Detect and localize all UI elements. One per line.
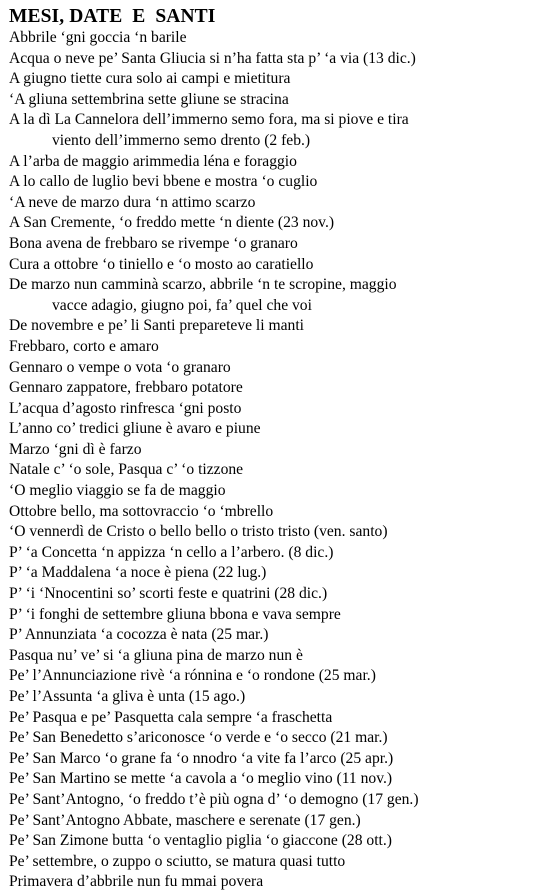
proverb-line: L’anno co’ tredici gliune è avaro e piune <box>9 420 261 438</box>
proverb-line: Pe’ San Martino se mette ‘a cavola a ‘o meglio vino (11 nov.) <box>9 770 393 788</box>
proverb-line: A giugno tiette cura solo ai campi e mietitura <box>9 70 291 88</box>
proverb-line: Marzo ‘gni dì è farzo <box>9 440 142 458</box>
proverb-line: A lo callo de luglio bevi bbene e mostra ‘o cuglio <box>9 173 318 191</box>
proverb-line: Pe’ San Benedetto s’ariconosce ‘o verde e ‘o secco (21 mar.) <box>9 729 388 747</box>
proverb-line: P’ ‘a Maddalena ‘a noce è piena (22 lug.) <box>9 564 267 582</box>
proverb-line: Pe’ settembre, o zuppo o sciutto, se matura quasi tutto <box>9 852 346 870</box>
proverb-line: Primavera d’abbrile nun fu mmai povera <box>9 873 264 891</box>
proverb-line: De novembre e pe’ li Santi prepareteve li manti <box>9 317 305 335</box>
proverb-line: ‘O meglio viaggio se fa de maggio <box>9 482 226 500</box>
proverb-line: ‘A gliuna settembrina sette gliune se stracina <box>9 90 289 108</box>
proverb-line: L’acqua d’agosto rinfresca ‘gni posto <box>9 399 242 417</box>
proverb-line: Pe’ San Zimone butta ‘o ventaglio piglia ‘o giaccone (28 ott.) <box>9 832 392 850</box>
proverb-line-continuation: vacce adagio, giugno poi, fa’ quel che voi <box>52 296 312 314</box>
proverb-line: A l’arba de maggio arimmedia léna e foraggio <box>9 152 297 170</box>
proverb-line: ‘A neve de marzo dura ‘n attimo scarzo <box>9 193 256 211</box>
proverb-line: De marzo nun camminà scarzo, abbrile ‘n te scropine, maggio <box>9 276 397 294</box>
proverb-line: A la dì La Cannelora dell’immerno semo fora, ma si piove e tira <box>9 111 409 129</box>
proverb-line: ‘O vennerdì de Cristo o bello bello o tristo tristo (ven. santo) <box>9 523 388 541</box>
proverb-line: P’ ‘a Concetta ‘n appizza ‘n cello a l’arbero. (8 dic.) <box>9 543 334 561</box>
proverb-line-continuation: viento dell’immerno semo drento (2 feb.) <box>52 131 311 149</box>
document-page <box>9 5 553 893</box>
proverb-line: A San Cremente, ‘o freddo mette ‘n diente (23 nov.) <box>9 214 335 232</box>
proverb-line: Ottobre bello, ma sottovraccio ‘o ‘mbrello <box>9 502 274 520</box>
proverb-line: P’ Annunziata ‘a cocozza è nata (25 mar.) <box>9 626 269 644</box>
proverb-line: Abbrile ‘gni goccia ‘n barile <box>9 29 187 46</box>
proverb-line: Pe’ San Marco ‘o grane fa ‘o nnodro ‘a vite fa l’arco (25 apr.) <box>9 749 394 767</box>
proverb-line: Gennaro zappatore, frebbaro potatore <box>9 379 243 397</box>
proverb-line: Pe’ Sant’Antogno, ‘o freddo t’è più ogna d’ ‘o demogno (17 gen.) <box>9 790 419 808</box>
proverb-line: Pe’ Pasqua e pe’ Pasquetta cala sempre ‘a fraschetta <box>9 708 333 726</box>
proverb-line: Pasqua nu’ ve’ si ‘a gliuna pina de marzo nun è <box>9 646 303 664</box>
proverb-line: Gennaro o vempe o vota ‘o granaro <box>9 358 231 376</box>
proverb-list <box>9 28 553 893</box>
proverb-line: Natale c’ ‘o sole, Pasqua c’ ‘o tizzone <box>9 461 244 479</box>
proverb-line: Pe’ Sant’Antogno Abbate, maschere e serenate (17 gen.) <box>9 811 361 829</box>
document-title: MESI, DATE E SANTI <box>9 6 216 27</box>
proverb-line: Bona avena de frebbaro se rivempe ‘o granaro <box>9 234 298 252</box>
proverb-line: Cura a ottobre ‘o tiniello e ‘o mosto ao caratiello <box>9 255 314 273</box>
proverb-line: P’ ‘i fonghi de settembre gliuna bbona e vava sempre <box>9 605 341 623</box>
proverb-line: Pe’ l’Assunta ‘a gliva è unta (15 ago.) <box>9 688 246 705</box>
proverb-line: Pe’ l’Annunciazione rivè ‘a rónnina e ‘o rondone (25 mar.) <box>9 667 376 685</box>
proverb-line: Frebbaro, corto e amaro <box>9 337 159 355</box>
proverb-line: P’ ‘i ‘Nnocentini so’ scorti feste e quatrini (28 dic.) <box>9 585 328 603</box>
proverb-line: Acqua o neve pe’ Santa Gliucia si n’ha fatta sta p’ ‘a via (13 dic.) <box>9 49 416 67</box>
